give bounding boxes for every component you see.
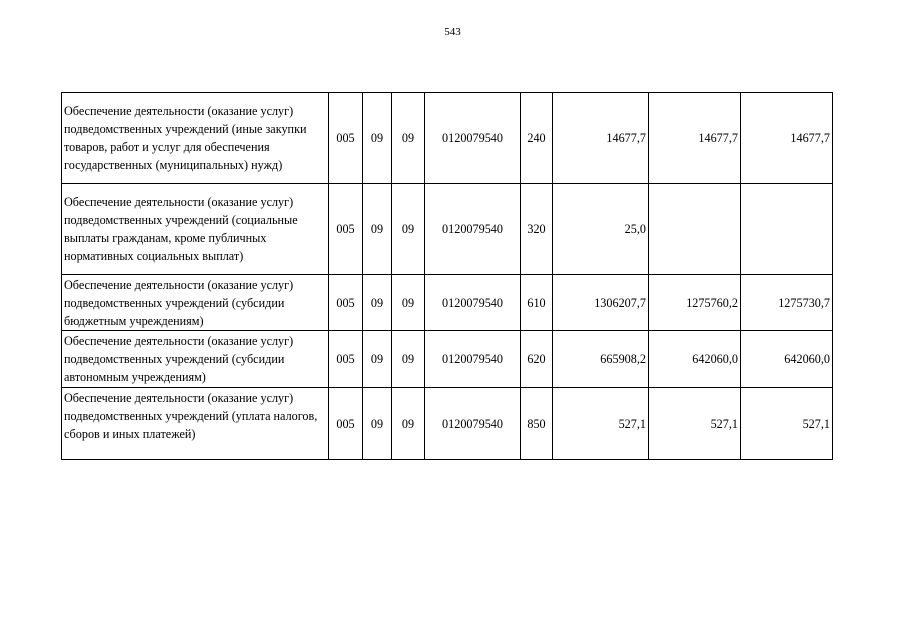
expense-type-code: 850 <box>521 388 553 460</box>
table-row <box>62 275 833 331</box>
amount-2: 1275760,2 <box>649 275 741 331</box>
budget-table <box>61 92 833 460</box>
amount-2: 14677,7 <box>649 93 741 184</box>
target-code: 0120079540 <box>425 93 521 184</box>
row-name: Обеспечение деятельности (оказание услуг) подведомственных учреждений (уплата налогов, сборов и иных платежей) <box>62 388 329 460</box>
subsection-code: 09 <box>392 184 425 275</box>
amount-1: 665908,2 <box>553 331 649 388</box>
amount-2: 642060,0 <box>649 331 741 388</box>
section-code: 09 <box>363 93 392 184</box>
amount-3: 527,1 <box>741 388 833 460</box>
amount-2: 527,1 <box>649 388 741 460</box>
amount-3 <box>741 184 833 275</box>
amount-1: 14677,7 <box>553 93 649 184</box>
subsection-code: 09 <box>392 275 425 331</box>
page-number: 543 <box>444 26 461 38</box>
expense-type-code: 320 <box>521 184 553 275</box>
amount-1: 527,1 <box>553 388 649 460</box>
row-name: Обеспечение деятельности (оказание услуг) подведомственных учреждений (субсидии бюджетным учреждениям) <box>62 275 329 331</box>
table-row <box>62 184 833 275</box>
target-code: 0120079540 <box>425 275 521 331</box>
table-row <box>62 388 833 460</box>
section-code: 09 <box>363 331 392 388</box>
expense-type-code: 240 <box>521 93 553 184</box>
table-row <box>62 331 833 388</box>
row-name: Обеспечение деятельности (оказание услуг) подведомственных учреждений (социальные выплаты гражданам, кроме публичных нормативных социальных выплат) <box>62 184 329 275</box>
table-row <box>62 93 833 184</box>
subsection-code: 09 <box>392 331 425 388</box>
target-code: 0120079540 <box>425 388 521 460</box>
target-code: 0120079540 <box>425 184 521 275</box>
ministry-code: 005 <box>329 93 363 184</box>
ministry-code: 005 <box>329 388 363 460</box>
amount-1: 25,0 <box>553 184 649 275</box>
target-code: 0120079540 <box>425 331 521 388</box>
subsection-code: 09 <box>392 388 425 460</box>
ministry-code: 005 <box>329 331 363 388</box>
ministry-code: 005 <box>329 275 363 331</box>
section-code: 09 <box>363 184 392 275</box>
amount-3: 642060,0 <box>741 331 833 388</box>
row-name: Обеспечение деятельности (оказание услуг) подведомственных учреждений (субсидии автономным учреждениям) <box>62 331 329 388</box>
amount-3: 14677,7 <box>741 93 833 184</box>
expense-type-code: 610 <box>521 275 553 331</box>
amount-2 <box>649 184 741 275</box>
section-code: 09 <box>363 275 392 331</box>
section-code: 09 <box>363 388 392 460</box>
amount-1: 1306207,7 <box>553 275 649 331</box>
amount-3: 1275730,7 <box>741 275 833 331</box>
expense-type-code: 620 <box>521 331 553 388</box>
subsection-code: 09 <box>392 93 425 184</box>
row-name: Обеспечение деятельности (оказание услуг) подведомственных учреждений (иные закупки товаров, работ и услуг для обеспечения государственных (муниципальных) нужд) <box>62 93 329 184</box>
ministry-code: 005 <box>329 184 363 275</box>
